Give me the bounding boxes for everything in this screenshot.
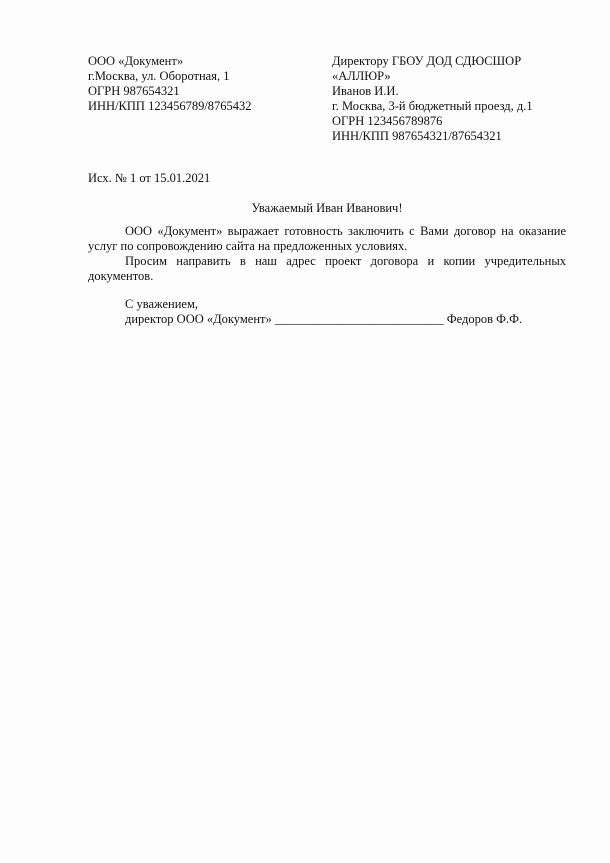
outgoing-reference: Исх. № 1 от 15.01.2021 xyxy=(88,171,211,185)
closing-regards: С уважением, xyxy=(125,297,198,311)
sender-company: ООО «Документ» xyxy=(88,54,184,68)
sender-inn-kpp: ИНН/КПП 123456789/8765432 xyxy=(88,99,252,113)
recipient-street: г. Москва, 3-й бюджетный проезд, д.1 xyxy=(332,99,533,113)
recipient-title: Директору ГБОУ ДОД СДЮСШОР xyxy=(332,54,522,68)
letter-header xyxy=(88,54,566,144)
recipient-org-name: «АЛЛЮР» xyxy=(332,69,391,83)
sender-address-block xyxy=(88,54,332,114)
signature-underline: ___________________________ xyxy=(274,312,444,326)
signature-name: Федоров Ф.Ф. xyxy=(446,312,523,326)
sender-street: г.Москва, ул. Оборотная, 1 xyxy=(88,69,230,83)
sender-ogrn: ОГРН 987654321 xyxy=(88,84,180,98)
signature-role: директор ООО «Документ» xyxy=(125,312,272,326)
recipient-inn-kpp: ИНН/КПП 987654321/87654321 xyxy=(332,129,502,143)
letter-body xyxy=(88,224,566,284)
recipient-address-block xyxy=(332,54,566,144)
recipient-person: Иванов И.И. xyxy=(332,84,399,98)
closing-block xyxy=(125,297,566,327)
recipient-ogrn: ОГРН 123456789876 xyxy=(332,114,443,128)
body-paragraph-2: Просим направить в наш адрес проект договора и копии учредительных документов. xyxy=(88,254,566,283)
signature-row xyxy=(125,312,566,327)
salutation: Уважаемый Иван Иванович! xyxy=(251,201,403,215)
body-paragraph-1: ООО «Документ» выражает готовность заключить с Вами договор на оказание услуг по сопровождению сайта на предложенных условиях. xyxy=(88,224,566,253)
